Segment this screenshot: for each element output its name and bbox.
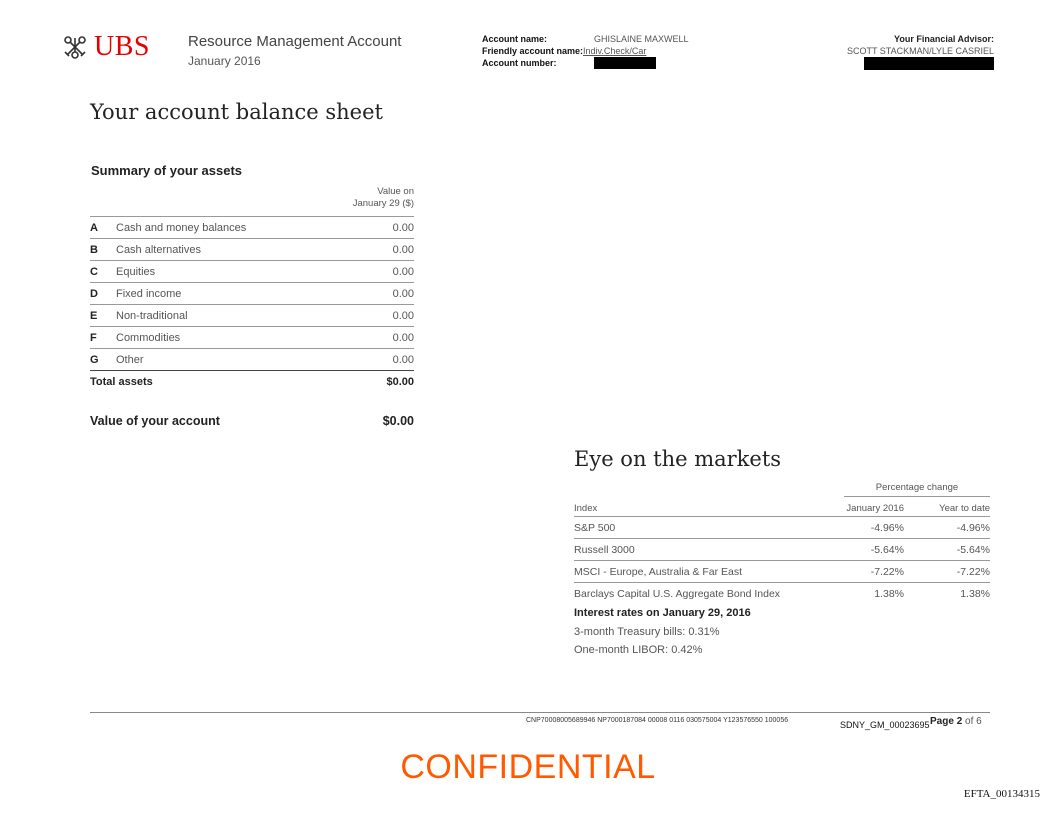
index-month: -4.96% [834, 517, 912, 539]
table-row [90, 327, 414, 349]
asset-name: Equities [116, 261, 362, 283]
advisor-info [847, 33, 994, 73]
redacted-account-number [594, 57, 656, 69]
markets-header-row [574, 500, 990, 517]
table-row [90, 305, 414, 327]
account-info [482, 33, 689, 69]
asset-name: Cash alternatives [116, 239, 362, 261]
table-row [90, 261, 414, 283]
asset-value: 0.00 [362, 239, 414, 261]
advisor-value: SCOTT STACKMAN/LYLE CASRIEL [846, 46, 994, 56]
asset-value: 0.00 [362, 283, 414, 305]
advisor-label: Your Financial Advisor: [893, 34, 994, 44]
account-value-amount: $0.00 [382, 414, 414, 428]
asset-value: 0.00 [362, 217, 414, 239]
asset-value: 0.00 [362, 327, 414, 349]
total-value: $0.00 [362, 371, 414, 393]
asset-letter: E [90, 305, 116, 327]
bates-number: SDNY_GM_00023695 [840, 720, 930, 730]
index-ytd: -4.96% [912, 517, 990, 539]
table-row [574, 561, 990, 583]
page-total: of 6 [965, 716, 982, 727]
percentage-change-header: Percentage change [844, 482, 990, 497]
value-header-line1: Value on [377, 186, 414, 197]
asset-name: Other [116, 349, 362, 371]
statement-period: January 2016 [188, 54, 261, 68]
index-ytd: -7.22% [912, 561, 990, 583]
index-name: Barclays Capital U.S. Aggregate Bond Index [574, 583, 834, 605]
value-header-line2: January 29 ($) [352, 198, 414, 209]
account-value-label: Value of your account [90, 414, 220, 428]
libor-rate: One-month LIBOR: 0.42% [574, 644, 703, 656]
ubs-keys-icon [60, 32, 90, 62]
footer-rule [90, 712, 990, 713]
confidential-stamp: CONFIDENTIAL [400, 748, 656, 786]
markets-title: Eye on the markets [574, 447, 782, 471]
redacted-advisor-info [864, 57, 994, 70]
total-label: Total assets [90, 371, 362, 393]
footer-code: CNP70008005689946 NP7000187084 00008 0116 030575004 Y123576550 100056 [526, 717, 789, 724]
efta-number: EFTA_00134315 [963, 788, 1040, 800]
asset-letter: G [90, 349, 116, 371]
interest-rates-title: Interest rates on January 29, 2016 [574, 607, 751, 619]
summary-title: Summary of your assets [91, 163, 243, 178]
asset-value: 0.00 [362, 261, 414, 283]
table-row [90, 283, 414, 305]
table-row [90, 239, 414, 261]
friendly-name-label: Friendly account name: [482, 46, 584, 56]
page-label: Page [930, 716, 954, 727]
logo-text: UBS [94, 31, 150, 62]
table-row [574, 539, 990, 561]
table-row [90, 349, 414, 371]
asset-letter: A [90, 217, 116, 239]
assets-table [90, 216, 414, 392]
index-month: -7.22% [834, 561, 912, 583]
index-name: Russell 3000 [574, 539, 834, 561]
asset-letter: B [90, 239, 116, 261]
value-column-header [330, 186, 414, 210]
total-row [90, 371, 414, 393]
col-index: Index [574, 502, 598, 514]
index-ytd: -5.64% [912, 539, 990, 561]
asset-letter: C [90, 261, 116, 283]
ubs-logo [60, 30, 150, 64]
treasury-rate: 3-month Treasury bills: 0.31% [574, 626, 720, 638]
account-name-value: GHISLAINE MAXWELL [594, 34, 689, 44]
index-month: -5.64% [834, 539, 912, 561]
asset-name: Cash and money balances [116, 217, 362, 239]
asset-value: 0.00 [362, 305, 414, 327]
index-name: S&P 500 [574, 517, 834, 539]
account-number-label: Account number: [482, 58, 557, 68]
asset-name: Commodities [116, 327, 362, 349]
asset-name: Non-traditional [116, 305, 362, 327]
page-indicator [930, 716, 982, 727]
col-ytd: Year to date [939, 502, 990, 514]
friendly-name-value: Indiv.Check/Car [583, 46, 647, 56]
account-value-row [90, 414, 414, 428]
markets-table [574, 500, 990, 604]
index-name: MSCI - Europe, Australia & Far East [574, 561, 834, 583]
table-row [574, 583, 990, 605]
asset-value: 0.00 [362, 349, 414, 371]
asset-letter: F [90, 327, 116, 349]
product-title: Resource Management Account [188, 33, 402, 50]
index-ytd: 1.38% [912, 583, 990, 605]
page-number: 2 [956, 716, 963, 727]
asset-name: Fixed income [116, 283, 362, 305]
index-month: 1.38% [834, 583, 912, 605]
asset-letter: D [90, 283, 116, 305]
balance-sheet-title: Your account balance sheet [90, 100, 383, 124]
account-name-label: Account name: [482, 34, 548, 44]
table-row [90, 217, 414, 239]
table-row [574, 517, 990, 539]
col-month: January 2016 [846, 502, 904, 514]
